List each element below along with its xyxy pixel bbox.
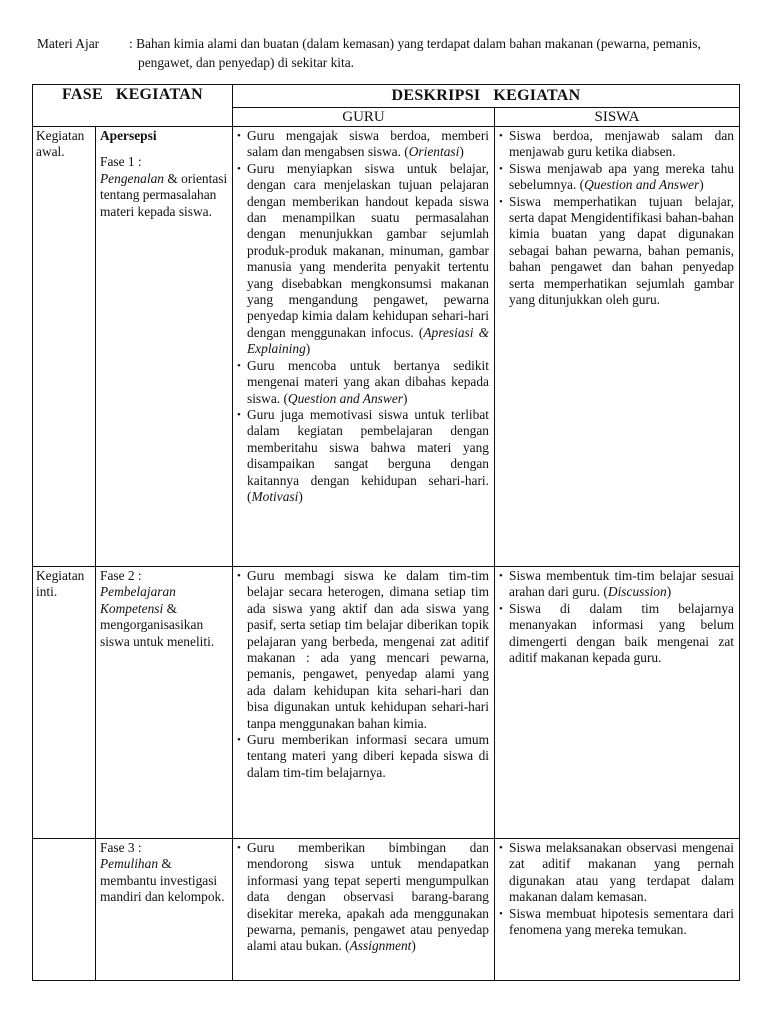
stage-cell: [96, 839, 233, 981]
fase-label: Fase 1 :: [100, 154, 142, 170]
list-item: • Siswa membentuk tim-tim belajar sesuai arahan dari guru. (Discussion): [499, 568, 734, 601]
guru-cell: [233, 567, 495, 839]
stage-cell: [96, 567, 233, 839]
list-item: • Guru memberikan bimbingan dan mendorong siswa untuk mendapatkan informasi yang tepat seperti mengumpulkan data dengan observasi barang-barang disekitar mereka, apakah ada menggunakan pewarna, pemanis, pengawet atau penyedap alami atau bukan. (Assignment): [237, 840, 489, 955]
table-row: [33, 839, 740, 981]
fase-description: Pengenalan & orientasi tentang permasalahan materi kepada siswa.: [100, 170, 228, 219]
siswa-cell: [495, 567, 740, 839]
list-item: • Siswa di dalam tim belajarnya menanyakan informasi yang belum dimengerti dengan baik mengenai zat aditif makanan kepada guru.: [499, 601, 734, 667]
guru-cell: [233, 839, 495, 981]
list-item: • Guru membagi siswa ke dalam tim-tim belajar secara heterogen, dimana setiap tim ada siswa yang aktif dan ada siswa yang pasif, serta setiap tim belajar diberikan topik pelajaran yang berbeda, mengenai zat aditif makanan : ada yang mencari pewarna, pemanis, pengawet, penyedap alami yang ada dalam kehidupan kita sehari-hari dan bisa digunakan untuk kehidupan sehari-hari tanpa menggunakan bahan kimia.: [237, 568, 489, 732]
list-item: • Guru mencoba untuk bertanya sedikit mengenai materi yang akan dibahas kepada siswa. (Question and Answer): [237, 358, 489, 407]
list-item: • Siswa berdoa, menjawab salam dan menjawab guru ketika diabsen.: [499, 128, 734, 161]
guru-cell: [233, 127, 495, 567]
header-deskripsi-kegiatan: DESKRIPSI KEGIATAN: [233, 85, 740, 108]
phase-cell: [33, 839, 96, 981]
list-item: • Siswa melaksanakan observasi mengenai zat aditif makanan yang pernah digunakan atau yang terdapat dalam makanan dalam kemasan.: [499, 840, 734, 906]
header-guru: GURU: [233, 108, 495, 127]
fase-label: Fase 3 :: [100, 840, 142, 855]
stage-title: Apersepsi: [100, 128, 157, 143]
activity-table: [32, 84, 740, 981]
materi-text: : Bahan kimia alami dan buatan (dalam kemasan) yang terdapat dalam bahan makanan (pewarna, pemanis, pengawet, dan penyedap) di sekitar kita.: [129, 36, 701, 70]
list-item: • Siswa menjawab apa yang mereka tahu sebelumnya. (Question and Answer): [499, 161, 734, 194]
stage-cell: [96, 127, 233, 567]
list-item: • Guru juga memotivasi siswa untuk terlibat dalam kegiatan pembelajaran dengan memberitahu siswa bahwa materi yang disampaikan sangat berguna dengan kaitannya dengan kehidupan sehari-hari. (Motivasi): [237, 407, 489, 505]
phase-cell: [33, 127, 96, 567]
phase-cell: [33, 567, 96, 839]
phase-label: Kegiatan inti.: [36, 568, 85, 600]
table-row: [33, 127, 740, 567]
materi-label: Materi Ajar: [37, 36, 100, 51]
list-item: • Guru mengajak siswa berdoa, memberi salam dan mengabsen siswa. (Orientasi): [237, 128, 489, 161]
header-siswa: SISWA: [495, 108, 740, 127]
list-item: • Guru menyiapkan siswa untuk belajar, dengan cara menjelaskan tujuan pelajaran dengan memberikan handout kepada siswa dan menampilkan suatu permasalahan dengan menunjukkan gambar sejumlah produk-produk makanan, minuman, gambar manusia yang menderita penyakit tertentu yang disebabkan mengkonsumsi makanan yang mengandung pengawet, pewarna penyedap kimia dalam kehidupan sehari-hari dengan menggunakan infocus. (Apresiasi & Explaining): [237, 161, 489, 358]
siswa-cell: [495, 839, 740, 981]
table-row: [33, 567, 740, 839]
siswa-cell: [495, 127, 740, 567]
list-item: • Siswa memperhatikan tujuan belajar, serta dapat Mengidentifikasi bahan-bahan kimia buatan yang dapat digunakan sebagai bahan pewarna, bahan pemanis, bahan pengawet dan bahan penyedap serta memperhatikan sejumlah gambar yang ditunjukkan oleh guru.: [499, 194, 734, 309]
list-item: • Guru memberikan informasi secara umum tentang materi yang diberi kepada siswa di dalam tim-tim belajarnya.: [237, 732, 489, 781]
phase-label: Kegiatan awal.: [36, 128, 85, 160]
header-fase-kegiatan: FASE KEGIATAN: [33, 85, 233, 127]
fase-label: Fase 2 :: [100, 568, 142, 583]
fase-description: Pembelajaran Kompetensi & mengorganisasikan siswa untuk meneliti.: [100, 584, 215, 649]
list-item: • Siswa membuat hipotesis sementara dari fenomena yang mereka temukan.: [499, 906, 734, 939]
fase-description: Pemulihan & membantu investigasi mandiri dan kelompok.: [100, 856, 225, 905]
